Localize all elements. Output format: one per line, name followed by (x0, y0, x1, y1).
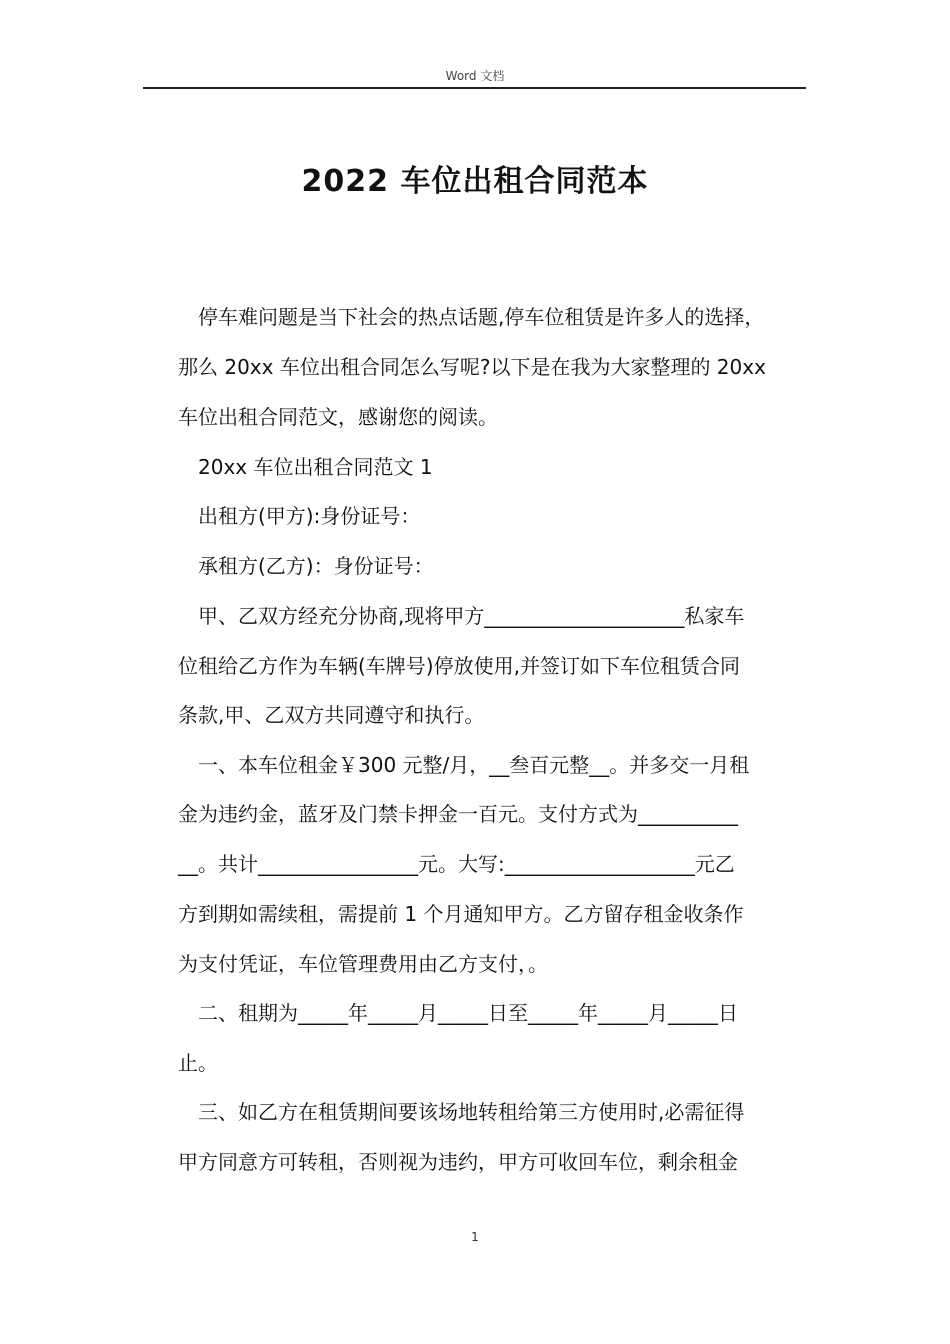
body-line: 那么 20xx 车位出租合同怎么写呢?以下是在我为大家整理的 20xx (178, 355, 766, 379)
body-line: 止。 (178, 1051, 218, 1075)
body-line: 20xx 车位出租合同范文 1 (178, 455, 433, 479)
body-line: 甲方同意方可转租，否则视为违约，甲方可收回车位，剩余租金 (178, 1150, 738, 1174)
body-line: 二、租期为_____年_____月_____日至_____年_____月_____日 (178, 1001, 738, 1025)
body-line: 为支付凭证，车位管理费用由乙方支付，。 (178, 952, 548, 976)
body-line: 甲、乙双方经充分协商,现将甲方____________________私家车 (178, 604, 745, 628)
body-line: 车位出租合同范文，感谢您的阅读。 (178, 405, 498, 429)
body-line: 出租方(甲方):身份证号： (178, 504, 421, 528)
body-line: __。共计________________元。大写:___________________元乙 (178, 852, 735, 876)
body-line: 三、如乙方在租赁期间要该场地转租给第三方使用时,必需征得 (178, 1100, 745, 1124)
body-line: 条款,甲、乙双方共同遵守和执行。 (178, 703, 485, 727)
page-header: Word 文档 (445, 69, 505, 83)
body-line: 承租方(乙方)：身份证号： (178, 554, 434, 578)
header-divider (143, 87, 806, 89)
body-line: 方到期如需续租，需提前 1 个月通知甲方。乙方留存租金收条作 (178, 902, 744, 926)
body-line: 一、本车位租金￥300 元整/月，__叁百元整__。并多交一月租 (178, 753, 750, 777)
document-title: 2022 车位出租合同范本 (301, 164, 649, 199)
page-number: 1 (471, 1230, 479, 1244)
body-line: 停车难问题是当下社会的热点话题,停车位租赁是许多人的选择， (178, 305, 765, 329)
body-line: 位租给乙方作为车辆(车牌号)停放使用,并签订如下车位租赁合同 (178, 654, 740, 678)
body-line: 金为违约金，蓝牙及门禁卡押金一百元。支付方式为__________ (178, 802, 738, 826)
